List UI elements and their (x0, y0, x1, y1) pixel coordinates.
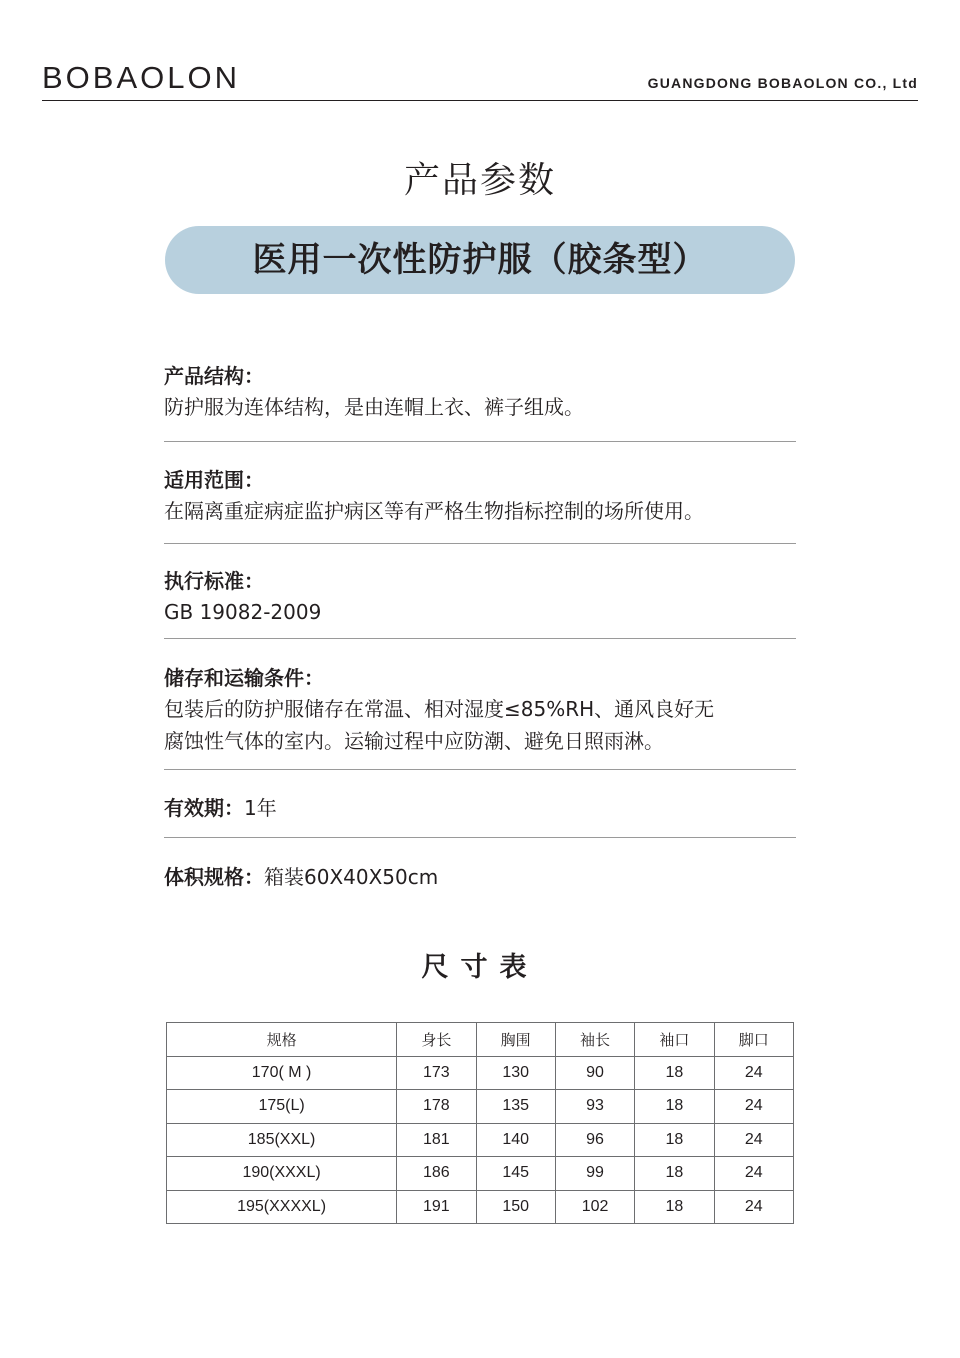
table-cell: 140 (476, 1123, 555, 1157)
page-title: 产品参数 (403, 160, 556, 201)
table-cell: 145 (476, 1157, 555, 1191)
table-row (167, 1090, 794, 1124)
table-cell: 181 (397, 1123, 476, 1157)
table-cell: 18 (635, 1157, 714, 1191)
table-cell: 150 (476, 1190, 555, 1224)
table-cell: 195(XXXXL) (167, 1190, 397, 1224)
table-cell: 191 (397, 1190, 476, 1224)
size-table-title: 尺寸表 (421, 952, 539, 983)
header-divider (42, 100, 918, 101)
section-divider (164, 638, 796, 639)
table-row (167, 1056, 794, 1090)
section-scope (164, 464, 804, 527)
column-header: 脚口 (714, 1023, 793, 1057)
section-value: 1年 (244, 796, 277, 820)
section-validity (164, 792, 804, 821)
section-label: 储存和运输条件： (164, 666, 324, 690)
table-cell: 186 (397, 1157, 476, 1191)
section-divider (164, 543, 796, 544)
table-cell: 24 (714, 1056, 793, 1090)
table-cell: 135 (476, 1090, 555, 1124)
table-cell: 96 (555, 1123, 634, 1157)
section-volume (164, 861, 804, 890)
table-row (167, 1190, 794, 1224)
section-value: 箱装60X40X50cm (264, 865, 439, 889)
company-name: GUANGDONG BOBAOLON CO., Ltd (647, 75, 918, 91)
section-text-line-1: 包装后的防护服储存在常温、相对湿度≤85%RH、通风良好无 (164, 697, 715, 721)
table-cell: 178 (397, 1090, 476, 1124)
section-structure (164, 360, 804, 423)
table-cell: 18 (635, 1190, 714, 1224)
section-divider (164, 769, 796, 770)
column-header: 袖口 (635, 1023, 714, 1057)
table-cell: 185(XXL) (167, 1123, 397, 1157)
table-row (167, 1123, 794, 1157)
product-name-banner: 医用一次性防护服（胶条型） (165, 226, 795, 294)
table-cell: 18 (635, 1123, 714, 1157)
section-standard (164, 565, 804, 628)
table-cell: 18 (635, 1090, 714, 1124)
column-header: 袖长 (555, 1023, 634, 1057)
table-cell: 175(L) (167, 1090, 397, 1124)
section-divider (164, 441, 796, 442)
table-cell: 173 (397, 1056, 476, 1090)
section-text: 在隔离重症病症监护病区等有严格生物指标控制的场所使用。 (164, 499, 704, 523)
section-label: 体积规格： (164, 865, 264, 889)
brand-logo-text: BOBAOLON (42, 60, 240, 95)
table-cell: 93 (555, 1090, 634, 1124)
table-cell: 130 (476, 1056, 555, 1090)
table-row (167, 1157, 794, 1191)
section-label: 适用范围： (164, 468, 264, 492)
table-cell: 24 (714, 1157, 793, 1191)
column-header: 规格 (167, 1023, 397, 1057)
section-label: 有效期： (164, 796, 244, 820)
table-cell: 24 (714, 1123, 793, 1157)
table-cell: 190(XXXL) (167, 1157, 397, 1191)
table-header-row (167, 1023, 794, 1057)
table-cell: 99 (555, 1157, 634, 1191)
section-label: 产品结构： (164, 364, 264, 388)
column-header: 身长 (397, 1023, 476, 1057)
table-cell: 102 (555, 1190, 634, 1224)
section-label: 执行标准： (164, 569, 264, 593)
table-cell: 18 (635, 1056, 714, 1090)
section-text: GB 19082-2009 (164, 600, 322, 624)
size-table (166, 1022, 794, 1224)
section-storage (164, 662, 804, 757)
table-cell: 24 (714, 1090, 793, 1124)
section-text-line-2: 腐蚀性气体的室内。运输过程中应防潮、避免日照雨淋。 (164, 729, 664, 753)
section-text: 防护服为连体结构，是由连帽上衣、裤子组成。 (164, 395, 584, 419)
column-header: 胸围 (476, 1023, 555, 1057)
section-divider (164, 837, 796, 838)
table-cell: 170( M ) (167, 1056, 397, 1090)
table-cell: 90 (555, 1056, 634, 1090)
table-cell: 24 (714, 1190, 793, 1224)
